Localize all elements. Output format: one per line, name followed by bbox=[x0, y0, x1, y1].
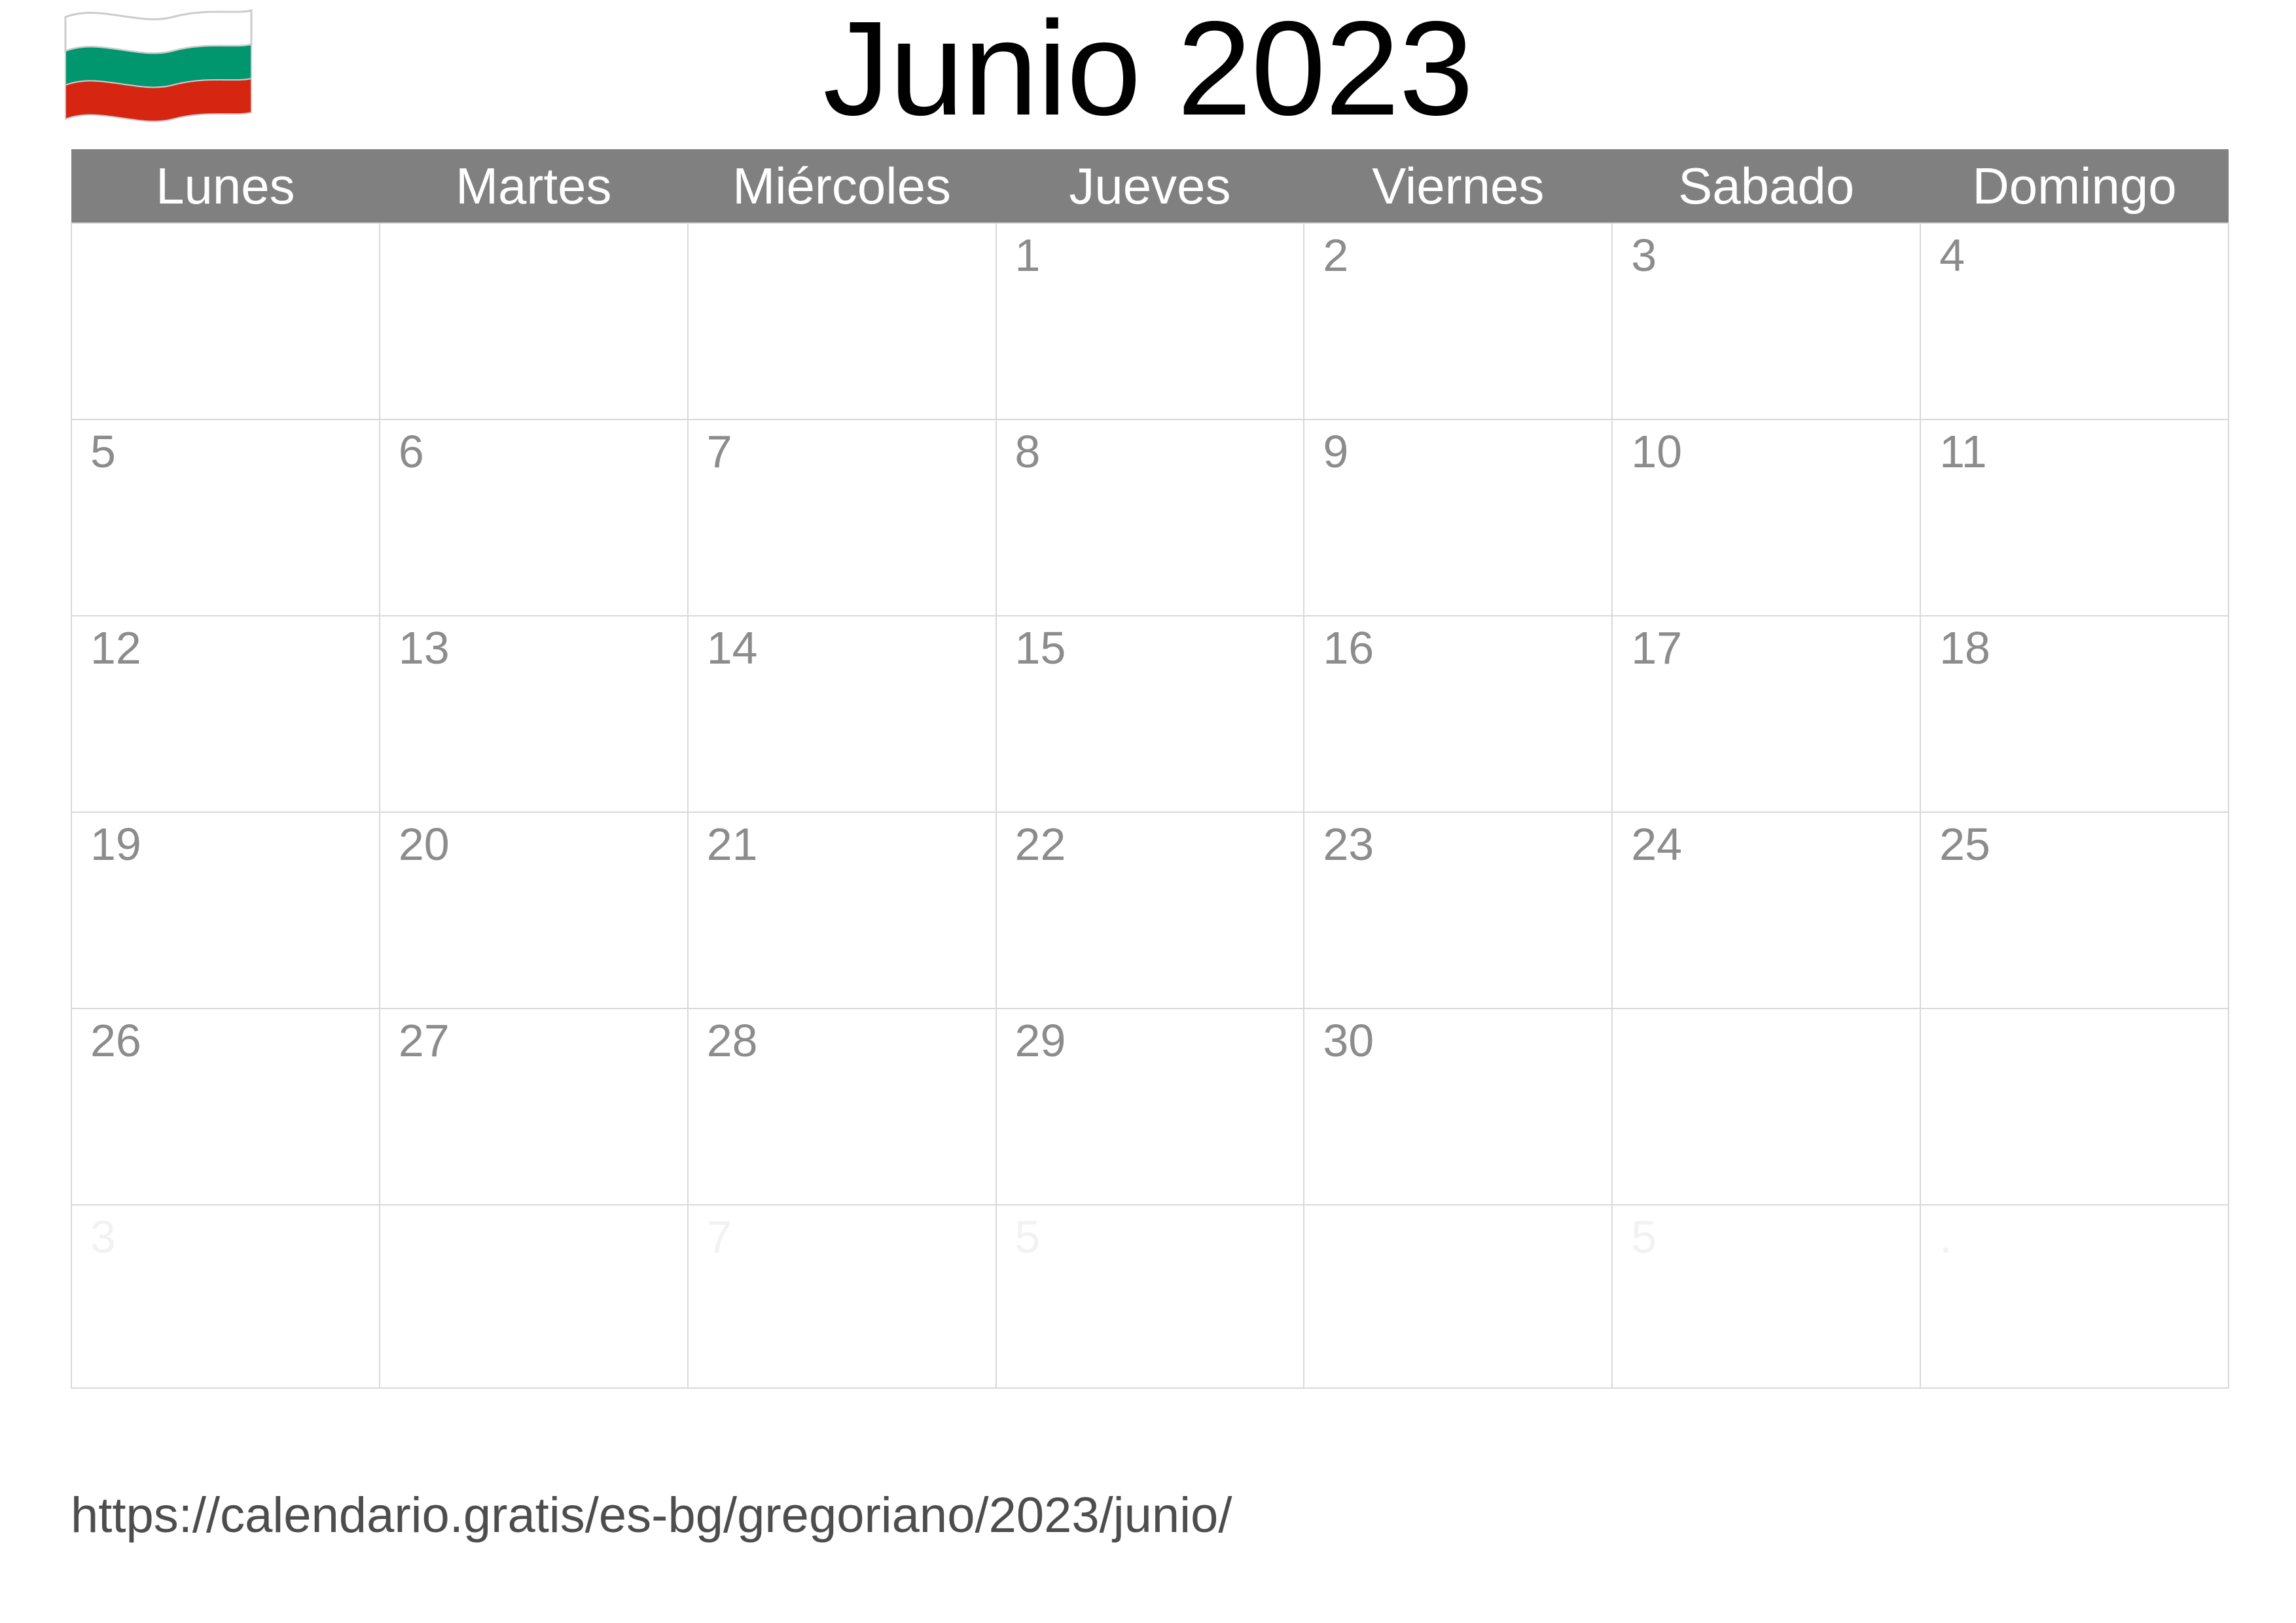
day-cell-faded: 5 bbox=[996, 1205, 1304, 1388]
calendar-week-row bbox=[71, 812, 2229, 1008]
day-cell[interactable]: 17 bbox=[1612, 616, 1920, 812]
day-cell[interactable]: 20 bbox=[380, 812, 688, 1008]
day-cell[interactable]: 27 bbox=[380, 1008, 688, 1205]
day-cell[interactable]: 24 bbox=[1612, 812, 1920, 1008]
day-cell-faded bbox=[1304, 1205, 1612, 1388]
source-url[interactable]: https://calendario.gratis/es-bg/gregoriano/2023/junio/ bbox=[71, 1488, 1232, 1543]
day-cell[interactable]: 23 bbox=[1304, 812, 1612, 1008]
day-cell[interactable]: 1 bbox=[996, 223, 1304, 419]
day-cell[interactable]: 15 bbox=[996, 616, 1304, 812]
day-cell[interactable] bbox=[1612, 1008, 1920, 1205]
day-cell[interactable] bbox=[688, 223, 996, 419]
day-cell[interactable] bbox=[71, 223, 380, 419]
day-cell-faded: 7 bbox=[688, 1205, 996, 1388]
calendar-week-row-faded bbox=[71, 1205, 2229, 1388]
day-cell[interactable]: 2 bbox=[1304, 223, 1612, 419]
day-cell[interactable]: 19 bbox=[71, 812, 380, 1008]
day-cell[interactable]: 13 bbox=[380, 616, 688, 812]
calendar-week-row bbox=[71, 1008, 2229, 1205]
weekday-header-row bbox=[71, 149, 2229, 223]
weekday-header-tuesday: Martes bbox=[380, 149, 688, 223]
weekday-header-friday: Viernes bbox=[1304, 149, 1612, 223]
day-cell-faded: 3 bbox=[71, 1205, 380, 1388]
day-cell[interactable]: 25 bbox=[1920, 812, 2229, 1008]
day-cell[interactable]: 28 bbox=[688, 1008, 996, 1205]
day-cell[interactable] bbox=[380, 223, 688, 419]
day-cell[interactable]: 3 bbox=[1612, 223, 1920, 419]
day-cell[interactable]: 4 bbox=[1920, 223, 2229, 419]
day-cell[interactable]: 7 bbox=[688, 419, 996, 616]
weekday-header-thursday: Jueves bbox=[996, 149, 1304, 223]
day-cell[interactable]: 8 bbox=[996, 419, 1304, 616]
month-calendar-table bbox=[71, 149, 2229, 1389]
page-header bbox=[0, 0, 2296, 151]
day-cell[interactable]: 21 bbox=[688, 812, 996, 1008]
day-cell[interactable]: 10 bbox=[1612, 419, 1920, 616]
day-cell[interactable]: 22 bbox=[996, 812, 1304, 1008]
calendar-week-row bbox=[71, 616, 2229, 812]
day-cell[interactable]: 16 bbox=[1304, 616, 1612, 812]
weekday-header-sunday: Domingo bbox=[1920, 149, 2229, 223]
day-cell[interactable]: 29 bbox=[996, 1008, 1304, 1205]
page-title: Junio 2023 bbox=[823, 0, 1473, 143]
day-cell[interactable]: 5 bbox=[71, 419, 380, 616]
weekday-header-wednesday: Miércoles bbox=[688, 149, 996, 223]
day-cell-faded: . bbox=[1920, 1205, 2229, 1388]
weekday-header-saturday: Sabado bbox=[1612, 149, 1920, 223]
day-cell[interactable]: 11 bbox=[1920, 419, 2229, 616]
calendar-week-row bbox=[71, 419, 2229, 616]
day-cell-faded bbox=[380, 1205, 688, 1388]
day-cell[interactable] bbox=[1920, 1008, 2229, 1205]
day-cell[interactable]: 14 bbox=[688, 616, 996, 812]
day-cell[interactable]: 18 bbox=[1920, 616, 2229, 812]
day-cell[interactable]: 26 bbox=[71, 1008, 380, 1205]
day-cell[interactable]: 30 bbox=[1304, 1008, 1612, 1205]
weekday-header-monday: Lunes bbox=[71, 149, 380, 223]
day-cell[interactable]: 6 bbox=[380, 419, 688, 616]
day-cell[interactable]: 9 bbox=[1304, 419, 1612, 616]
day-cell[interactable]: 12 bbox=[71, 616, 380, 812]
calendar-week-row bbox=[71, 223, 2229, 419]
day-cell-faded: 5 bbox=[1612, 1205, 1920, 1388]
